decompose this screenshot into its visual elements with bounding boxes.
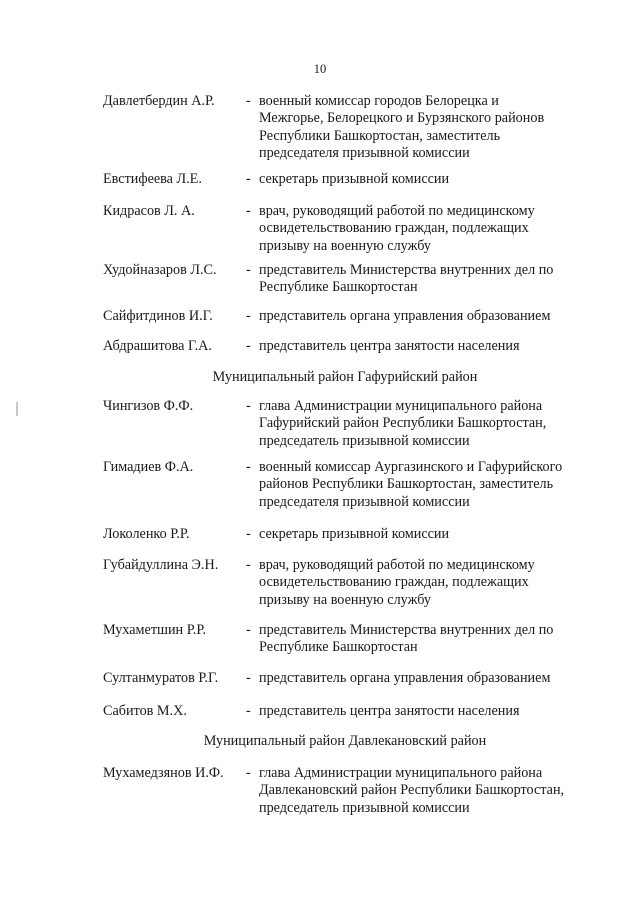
member-role: военный комиссар городов Белорецка и Межгорье, Белорецкого и Бурзянского районов Республики Башкортостан, заместитель председателя призывной комиссии [259, 93, 545, 161]
member-role: представитель органа управления образованием [259, 670, 551, 686]
entry-dash: - [246, 262, 251, 278]
entry-dash: - [246, 308, 251, 324]
member-role: представитель центра занятости населения [259, 338, 520, 354]
member-name: Абдрашитова Г.А. [103, 338, 212, 354]
entry-dash: - [246, 338, 251, 354]
page-number: 10 [313, 62, 327, 76]
entry-dash: - [246, 171, 251, 187]
member-name: Султанмуратов Р.Г. [103, 670, 219, 686]
member-role: секретарь призывной комиссии [259, 526, 450, 542]
scan-margin-mark [16, 402, 18, 416]
member-name: Мухаметшин Р.Р. [103, 622, 207, 638]
member-name: Сабитов М.Х. [103, 703, 187, 719]
member-role: глава Администрации муниципального района Давлекановский район Республики Башкортостан, председатель призывной комиссии [259, 765, 565, 816]
entry-dash: - [246, 93, 251, 109]
member-role: секретарь призывной комиссии [259, 171, 450, 187]
member-role: представитель органа управления образованием [259, 308, 551, 324]
section-heading: Муниципальный район Гафурийский район [212, 369, 478, 385]
member-role: представитель центра занятости населения [259, 703, 520, 719]
entry-dash: - [246, 459, 251, 475]
member-name: Губайдуллина Э.Н. [103, 557, 219, 573]
member-name: Чингизов Ф.Ф. [103, 398, 194, 414]
member-name: Сайфитдинов И.Г. [103, 308, 213, 324]
member-role: врач, руководящий работой по медицинскому освидетельствованию граждан, подлежащих призыву на военную службу [259, 203, 535, 254]
member-role: военный комиссар Аургазинского и Гафурийского районов Республики Башкортостан, заместитель председателя призывной комиссии [259, 459, 563, 510]
entry-dash: - [246, 670, 251, 686]
member-role: представитель Министерства внутренних дел по Республике Башкортостан [259, 262, 554, 296]
entry-dash: - [246, 526, 251, 542]
member-name: Давлетбердин А.Р. [103, 93, 215, 109]
member-role: врач, руководящий работой по медицинскому освидетельствованию граждан, подлежащих призыву на военную службу [259, 557, 535, 608]
member-role: представитель Министерства внутренних дел по Республике Башкортостан [259, 622, 554, 656]
member-name: Худойназаров Л.С. [103, 262, 217, 278]
entry-dash: - [246, 203, 251, 219]
entry-dash: - [246, 398, 251, 414]
member-name: Кидрасов Л. А. [103, 203, 195, 219]
member-name: Евстифеева Л.Е. [103, 171, 202, 187]
entry-dash: - [246, 703, 251, 719]
entry-dash: - [246, 622, 251, 638]
member-name: Гимадиев Ф.А. [103, 459, 194, 475]
entry-dash: - [246, 557, 251, 573]
entry-dash: - [246, 765, 251, 781]
member-role: глава Администрации муниципального района Гафурийский район Республики Башкортостан, председатель призывной комиссии [259, 398, 547, 449]
section-heading: Муниципальный район Давлекановский район [203, 733, 487, 749]
member-name: Мухамедзянов И.Ф. [103, 765, 224, 781]
member-name: Локоленко Р.Р. [103, 526, 190, 542]
